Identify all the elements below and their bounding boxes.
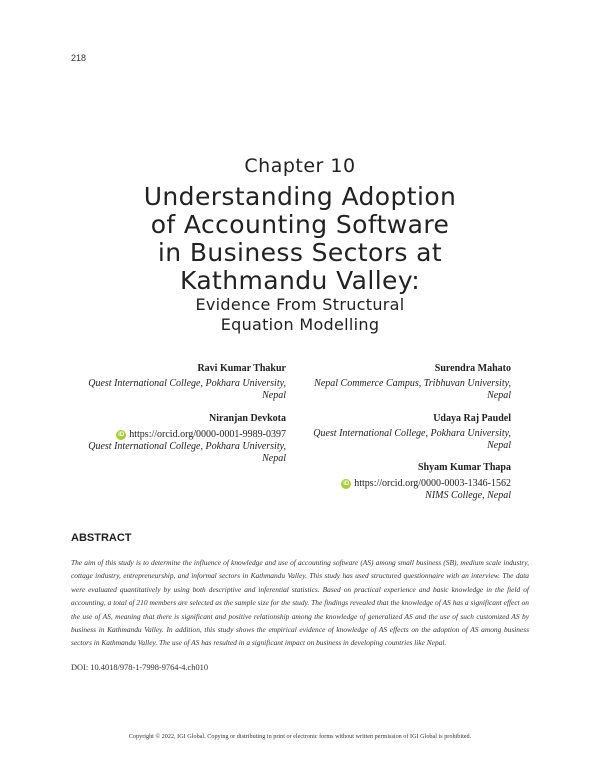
author-affiliation	[46, 441, 286, 465]
abstract-heading: ABSTRACT	[71, 532, 132, 544]
chapter-title-line: in Business Sectors at	[157, 238, 443, 267]
author-name: Ravi Kumar Thakur	[197, 363, 286, 374]
doi[interactable]: DOI: 10.4018/978-1-7998-9764-4.ch010	[71, 663, 209, 672]
chapter-subtitle-line: Equation Modelling	[220, 315, 380, 334]
orcid-url[interactable]: https://orcid.org/0000-0003-1346-1562	[354, 478, 511, 489]
page-number: 218	[71, 53, 87, 63]
chapter-subtitle-line: Evidence From Structural	[195, 295, 405, 314]
author-name: Surendra Mahato	[434, 363, 511, 374]
affiliation-line: Quest International College, Pokhara University,	[88, 378, 286, 389]
orcid-icon: iD	[118, 432, 125, 438]
author-block	[271, 363, 511, 402]
affiliation-line: Quest International College, Pokhara University,	[88, 441, 286, 452]
chapter-title	[0, 183, 600, 295]
affiliation-line: Nepal Commerce Campus, Tribhuvan University,	[314, 378, 511, 389]
chapter-subtitle	[0, 295, 600, 335]
orcid-icon: iD	[343, 481, 350, 487]
author-affiliation	[271, 378, 511, 402]
author-block	[46, 363, 286, 402]
affiliation-line: Nepal	[487, 440, 511, 451]
affiliation-line: Quest International College, Pokhara University,	[313, 428, 511, 439]
author-affiliation	[271, 490, 511, 502]
author-name: Udaya Raj Paudel	[433, 413, 511, 424]
chapter-title-line: Kathmandu Valley:	[179, 266, 421, 295]
author-affiliation	[271, 428, 511, 452]
author-block	[46, 413, 286, 465]
author-block	[271, 462, 511, 502]
orcid-link[interactable]	[341, 478, 511, 490]
affiliation-line: Nepal	[262, 453, 286, 464]
orcid-link[interactable]	[116, 429, 286, 441]
chapter-label: Chapter 10	[244, 155, 356, 177]
affiliation-line: NIMS College, Nepal	[425, 490, 511, 501]
affiliation-line: Nepal	[262, 390, 286, 401]
chapter-title-line: Understanding Adoption	[143, 182, 457, 211]
abstract-text: The aim of this study is to determine the influence of knowledge and use of accounting software (AS) among small business (SB), medium scale industry, cottage industry, entrepreneurship, and informal sectors in Kathmandu Valley. This study has used structured questionnaire with an interview. The data were evaluated quantitatively by using both descriptive and inferential statistics. Based on practical experience and basic knowledge in the field of accounting, a total of 210 members are selected as the sample size for the study. The findings revealed that the knowledge of AS has a significant effect on the use of AS, meaning that there is significant and positive relationship among the knowledge of generalized AS and the use of such customized AS by business in Kathmandu Valley. In addition, this study shows the empirical evidence of knowledge of AS effects on the adoption of AS among business sectors in Kathmandu Valley. The use of AS has resulted in a significant impact on business in developing countries like Nepal.	[71, 558, 529, 648]
author-name: Niranjan Devkota	[209, 413, 286, 424]
author-name: Shyam Kumar Thapa	[418, 462, 511, 473]
author-block	[271, 413, 511, 452]
orcid-url[interactable]: https://orcid.org/0000-0001-9989-0397	[129, 429, 286, 440]
chapter-title-line: of Accounting Software	[150, 210, 450, 239]
copyright-notice: Copyright © 2022, IGI Global. Copying or distributing in print or electronic forms without written permission of IGI Global is prohibited.	[128, 733, 472, 740]
affiliation-line: Nepal	[487, 390, 511, 401]
author-affiliation	[46, 378, 286, 402]
